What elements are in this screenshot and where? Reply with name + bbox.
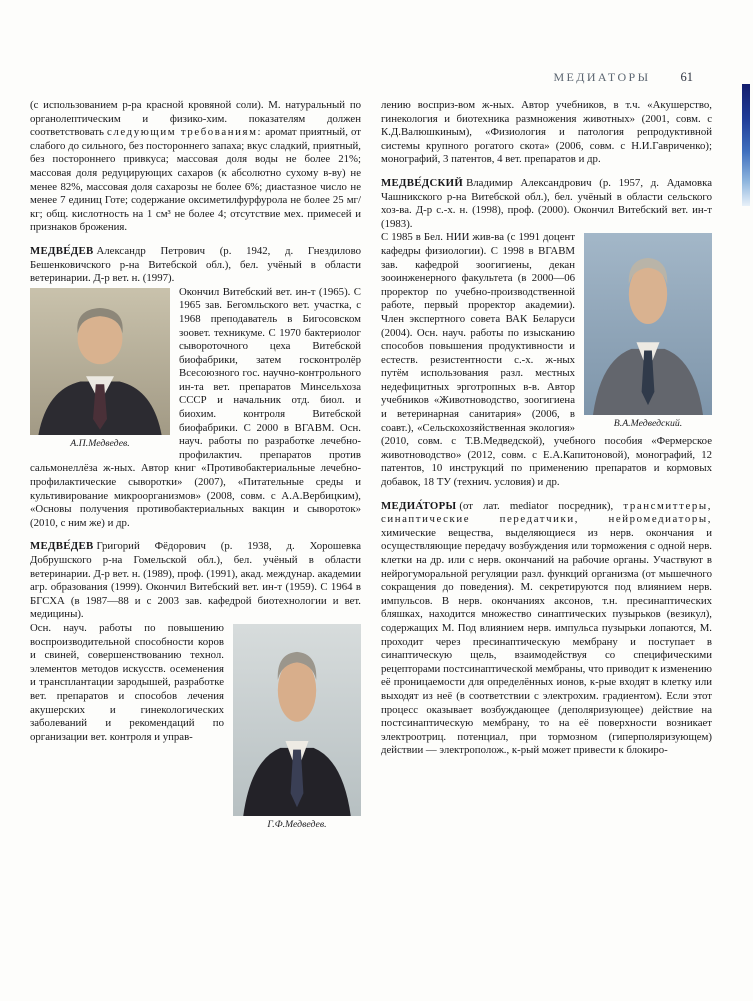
entry-lead-text: Александр Петрович (р. 1942, д. Гнездилово Бешенковичского р-на Витебской обл.), бел. учёный в области ветеринарии. Д-р вет. н. (1997). — [30, 244, 361, 285]
portrait-photo-va-medvedsky — [584, 233, 712, 415]
entry-lead — [30, 540, 361, 622]
entry-lead — [30, 245, 361, 286]
portrait-photo-gf-medvedev — [233, 624, 361, 816]
honey-continuation-paragraph — [30, 99, 361, 235]
entry-body — [30, 286, 361, 531]
entry-lead-text: Григорий Фёдорович (р. 1938, д. Хорошевка Добрушского р-на Гомельской обл.), бел. учёный в области ветеринарии. Д-р вет. н. (1989), проф. (1991), акад. междунар. академии агр. образования (1999). Окончил Витебский вет. ин-т (1959). С 1964 в БГСХА (в 1987—88 и с 2003 зав. кафедрой биотехнологии и вет. медицины). — [30, 540, 361, 621]
entry-body-text: С 1985 в Бел. НИИ жив-ва (с 1991 доцент кафедры физиологии). С 1998 в ВГАВМ зав. кафедрой зоогигиены, декан зооинженерного факультета (в 2000—06 проректор по учебно-производственной работе, первый проректор академии). Член экспертного совета ВАК Беларуси (2004). Осн. науч. работы по изысканию способов повышения продуктивности и естеств. резистентности с.-х. ж-ных путём использования разл. местных недефицитных эрготропных в-в. Автор учебников «Животноводство, зоогигиена и ветеринарная санитария» (2006, в соавт.), «Сельскохозяйственная экология» (2010, совм. с Т.В.Медведской), учебного пособия «Фермерское животноводство» (2012, совм. с Е.А.Капитоновой), монографий, 12 патентов, 10 инструкций по применению препаратов и кормовых добавок, 18 ТУ (технич. условия) и др. — [381, 231, 712, 489]
entry-body — [381, 500, 712, 758]
entry-body — [381, 231, 712, 489]
entry-medvedev-gf — [30, 540, 361, 830]
entry-medvedsky — [381, 177, 712, 490]
running-head — [385, 70, 693, 85]
right-column — [381, 99, 712, 979]
photo-block-ap-medvedev — [30, 288, 170, 450]
entry-lead-text: Владимир Александрович (р. 1957, д. Адамовка Чашникского р-на Витебской обл.), бел. учёный в области сельского хоз-ва. Д-р с.-х. н. (1998), проф. (2000). Окончил Витебский вет. ин-т (1983). — [381, 176, 712, 230]
left-column — [30, 99, 361, 979]
photo-block-va-medvedsky — [584, 233, 712, 430]
photo-caption-ap-medvedev: А.П.Медведев. — [70, 437, 130, 449]
continuation-paragraph — [381, 99, 712, 167]
entry-lead — [381, 177, 712, 231]
entry-medvedev-ap — [30, 245, 361, 530]
text-columns — [30, 99, 712, 979]
page-number: 61 — [680, 70, 693, 84]
paragraph-text: аромат приятный, от слабого до сильного, без постороннего запаха; вкус сладкий, приятный, без постороннего привкуса; массовая доля воды не более 21%; массовая доля редуцирующих сахаров (к абсолютно сухому в-ву) не менее 82%, массовая доля сахарозы не более 6%; диастазное число не менее 7 единиц Готе; содержание оксиметилфурфурола не более 25 мг/кг; общ. кислотность на 1 см³ не более 4; отсутствие мех. примесей и признаков брожения. — [30, 126, 361, 234]
entry-headword: МЕДВЕ́ДСКИЙ — [381, 176, 464, 189]
entry-headword: МЕДИА́ТОРЫ — [381, 499, 457, 512]
photo-caption-va-medvedsky: В.А.Медведский. — [613, 418, 683, 430]
entry-body — [30, 621, 361, 830]
running-head-title: МЕДИАТОРЫ — [553, 70, 651, 84]
portrait-photo-ap-medvedev — [30, 288, 170, 435]
entry-headword: МЕДВЕ́ДЕВ — [30, 540, 94, 553]
entry-etymology: (от лат. mediator посредник), — [459, 499, 624, 512]
entry-headword: МЕДВЕ́ДЕВ — [30, 244, 94, 257]
entry-mediatory — [381, 500, 712, 758]
page-edge-gradient-bar — [742, 84, 750, 206]
paragraph-text: (с использованием р-ра красной кровяной соли). М. натуральный по органолептическим и физико-хим. показателям должен соответствовать — [30, 99, 361, 139]
entry-body-text: химические вещества, выделяющиеся из нерв. окончания и осуществляющие передачу возбуждения или торможения с одной нерв. клетки на др. или с нерв. окончаний на рабочие органы. Участвуют в нейрогуморальной регуляции разл. функций организма (от мышечного сокращения до поведения). М. секретируются под влиянием нерв. импульсов. В нерв. окончаниях аксонов, т.н. пресинаптических бляшках, находится множество синаптических пузырьков (везикул), содержащих М. Под влиянием нерв. импульса пузырьки лопаются, М. проходит через пресинаптическую мембрану и поступает в синаптическую щель, взаимодействуя со специфическими рецепторами постсинаптической мембраны, что приводит к изменению её проницаемости для определённых ионов, к-рые входят в клетку или выходят из неё (в соответствии с электрохим. градиентом). Если этот процесс оказывает возбуждающее (деполяризующее) действие на постсинаптическую мембрану, то на её поверхности возникает электроотриц. потенциал, при тормозном (гиперполяризующем) действии — электрополож., к-рый может привести к блокиро- — [381, 526, 712, 757]
paragraph-text: лению восприз-вом ж-ных. Автор учебников, в т.ч. «Акушерство, гинекология и биотехника размножения животных» (2001, совм. с К.Д.Валюшкиным), «Физиология и патология репродуктивной системы крупного рогатого скота» (2006, совм. с Н.И.Гавриченко); монографий, 3 патентов, 4 вет. препаратов и др. — [381, 99, 712, 166]
photo-caption-gf-medvedev: Г.Ф.Медведев. — [267, 818, 327, 830]
photo-block-gf-medvedev — [233, 624, 361, 831]
letterspaced-terms: трансмиттеры, синаптические передатчики, нейромедиаторы, — [381, 499, 712, 526]
letterspaced-phrase: следующим требованиям: — [107, 126, 263, 139]
entry-body-text: Окончил Витебский вет. ин-т (1965). С 1965 зав. Бегомльского вет. участка, с 1968 преподаватель в Бигосовском зоовет. техникуме. С 1970 бактериолог сывороточного цеха Витебской биофабрики, затем госконтролёр Всесоюзного гос. научно-контрольного ин-та вет. препаратов Минсельхоза СССР и начальник отд. биол. и биохим. контроля Витебской биофабрики. С 2000 в ВГАВМ. Осн. науч. работы по разработке лечебно-профилактич. препаратов против сальмонеллёза ж-ных. Автор книг «Противобактериальные лечебно-профилактические сыворотки» (2007), «Питательные среды и культивирование микроорганизмов» (2008, совм. с А.А.Вербицким), «Основы получения противобактериальных вакцин и сывороток» (2010, с ним же) и др. — [30, 285, 361, 529]
entry-body-text: Осн. науч. работы по повышению воспроизводительной способности коров и свиней, совершенствованию технол. элементов методов искусств. осеменения и трансплантации зародышей, разработке вет. препаратов и способов лечения акушерских и гинекологических заболеваний и рекомендаций по организации вет. контроля и управ- — [30, 621, 224, 743]
